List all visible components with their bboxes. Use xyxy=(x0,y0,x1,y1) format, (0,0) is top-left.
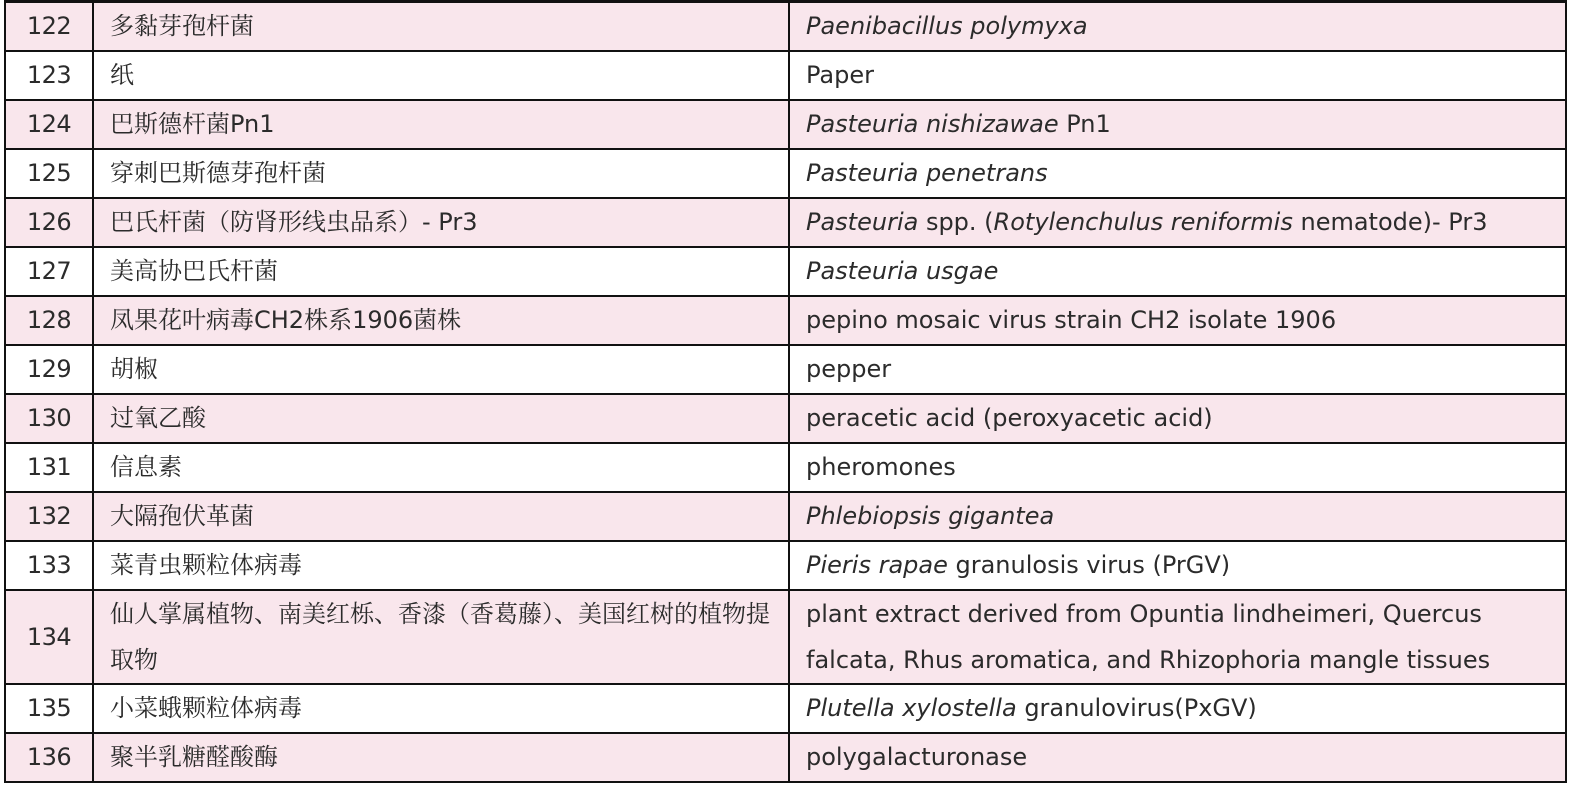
table-row xyxy=(5,247,1566,296)
chinese-name-cell: 美高协巴氏杆菌 xyxy=(93,247,789,296)
row-number: 124 xyxy=(5,100,93,149)
scientific-name-text: Pasteuria xyxy=(806,208,919,236)
chinese-name-cell: 菜青虫颗粒体病毒 xyxy=(93,541,789,590)
english-name-cell xyxy=(789,492,1566,541)
row-number: 122 xyxy=(5,2,93,52)
chinese-name-cell: 穿刺巴斯德芽孢杆菌 xyxy=(93,149,789,198)
pesticide-name-table xyxy=(4,0,1567,783)
pesticide-name-table-page xyxy=(4,0,1565,783)
chinese-name-cell: 凤果花叶病毒CH2株系1906菌株 xyxy=(93,296,789,345)
row-number: 125 xyxy=(5,149,93,198)
scientific-name-text: Pasteuria usgae xyxy=(806,257,999,285)
english-name-cell xyxy=(789,100,1566,149)
row-number: 136 xyxy=(5,733,93,782)
scientific-name-text: Plutella xylostella xyxy=(806,694,1017,722)
chinese-name-cell: 信息素 xyxy=(93,443,789,492)
table-row xyxy=(5,198,1566,247)
scientific-name-text: Paenibacillus polymyxa xyxy=(806,12,1088,40)
scientific-name-text: Phlebiopsis gigantea xyxy=(806,502,1055,530)
table-row xyxy=(5,492,1566,541)
table-row xyxy=(5,394,1566,443)
row-number: 133 xyxy=(5,541,93,590)
table-body xyxy=(5,2,1566,783)
chinese-name-cell: 纸 xyxy=(93,51,789,100)
english-name-cell xyxy=(789,149,1566,198)
chinese-name-cell: 多黏芽孢杆菌 xyxy=(93,2,789,52)
table-row xyxy=(5,100,1566,149)
chinese-name-cell: 巴氏杆菌（防肾形线虫品系）- Pr3 xyxy=(93,198,789,247)
english-name-cell xyxy=(789,198,1566,247)
english-name-text: pepino mosaic virus strain CH2 isolate 1906 xyxy=(806,306,1337,334)
english-name-cell xyxy=(789,733,1566,782)
row-number: 129 xyxy=(5,345,93,394)
english-name-text: pheromones xyxy=(806,453,956,481)
table-row xyxy=(5,590,1566,684)
table-row xyxy=(5,443,1566,492)
scientific-name-text: Rotylenchulus reniformis xyxy=(993,208,1293,236)
table-row xyxy=(5,684,1566,733)
english-name-text: peracetic acid (peroxyacetic acid) xyxy=(806,404,1213,432)
scientific-name-text: Pasteuria nishizawae xyxy=(806,110,1059,138)
table-row xyxy=(5,541,1566,590)
english-name-text: spp. ( xyxy=(918,208,994,236)
english-name-text: pepper xyxy=(806,355,892,383)
english-name-cell xyxy=(789,443,1566,492)
table-row xyxy=(5,2,1566,52)
row-number: 127 xyxy=(5,247,93,296)
chinese-name-cell: 巴斯德杆菌Pn1 xyxy=(93,100,789,149)
table-row xyxy=(5,149,1566,198)
english-name-text: polygalacturonase xyxy=(806,743,1028,771)
english-name-text: granulosis virus (PrGV) xyxy=(947,551,1231,579)
table-row xyxy=(5,733,1566,782)
chinese-name-cell: 聚半乳糖醛酸酶 xyxy=(93,733,789,782)
english-name-text: granulovirus(PxGV) xyxy=(1016,694,1257,722)
chinese-name-cell: 大隔孢伏革菌 xyxy=(93,492,789,541)
scientific-name-text: Pasteuria penetrans xyxy=(806,159,1048,187)
english-name-cell xyxy=(789,590,1566,684)
row-number: 132 xyxy=(5,492,93,541)
english-name-cell xyxy=(789,247,1566,296)
english-name-text: Paper xyxy=(806,61,874,89)
row-number: 126 xyxy=(5,198,93,247)
row-number: 134 xyxy=(5,590,93,684)
chinese-name-cell: 胡椒 xyxy=(93,345,789,394)
table-row xyxy=(5,345,1566,394)
row-number: 128 xyxy=(5,296,93,345)
english-name-text: nematode)- Pr3 xyxy=(1292,208,1488,236)
chinese-name-cell: 过氧乙酸 xyxy=(93,394,789,443)
row-number: 135 xyxy=(5,684,93,733)
english-name-cell xyxy=(789,51,1566,100)
chinese-name-cell: 小菜蛾颗粒体病毒 xyxy=(93,684,789,733)
english-name-cell xyxy=(789,296,1566,345)
english-name-cell xyxy=(789,541,1566,590)
scientific-name-text: Pieris rapae xyxy=(806,551,948,579)
row-number: 130 xyxy=(5,394,93,443)
english-name-cell xyxy=(789,345,1566,394)
row-number: 131 xyxy=(5,443,93,492)
english-name-cell xyxy=(789,2,1566,52)
table-row xyxy=(5,296,1566,345)
chinese-name-cell: 仙人掌属植物、南美红栎、香漆（香葛藤）、美国红树的植物提取物 xyxy=(93,590,789,684)
row-number: 123 xyxy=(5,51,93,100)
english-name-cell xyxy=(789,394,1566,443)
english-name-text: plant extract derived from Opuntia lindheimeri, Quercus falcata, Rhus aromatica, and Rhizophoria mangle tissues xyxy=(806,600,1491,674)
english-name-text: Pn1 xyxy=(1058,110,1111,138)
table-row xyxy=(5,51,1566,100)
english-name-cell xyxy=(789,684,1566,733)
